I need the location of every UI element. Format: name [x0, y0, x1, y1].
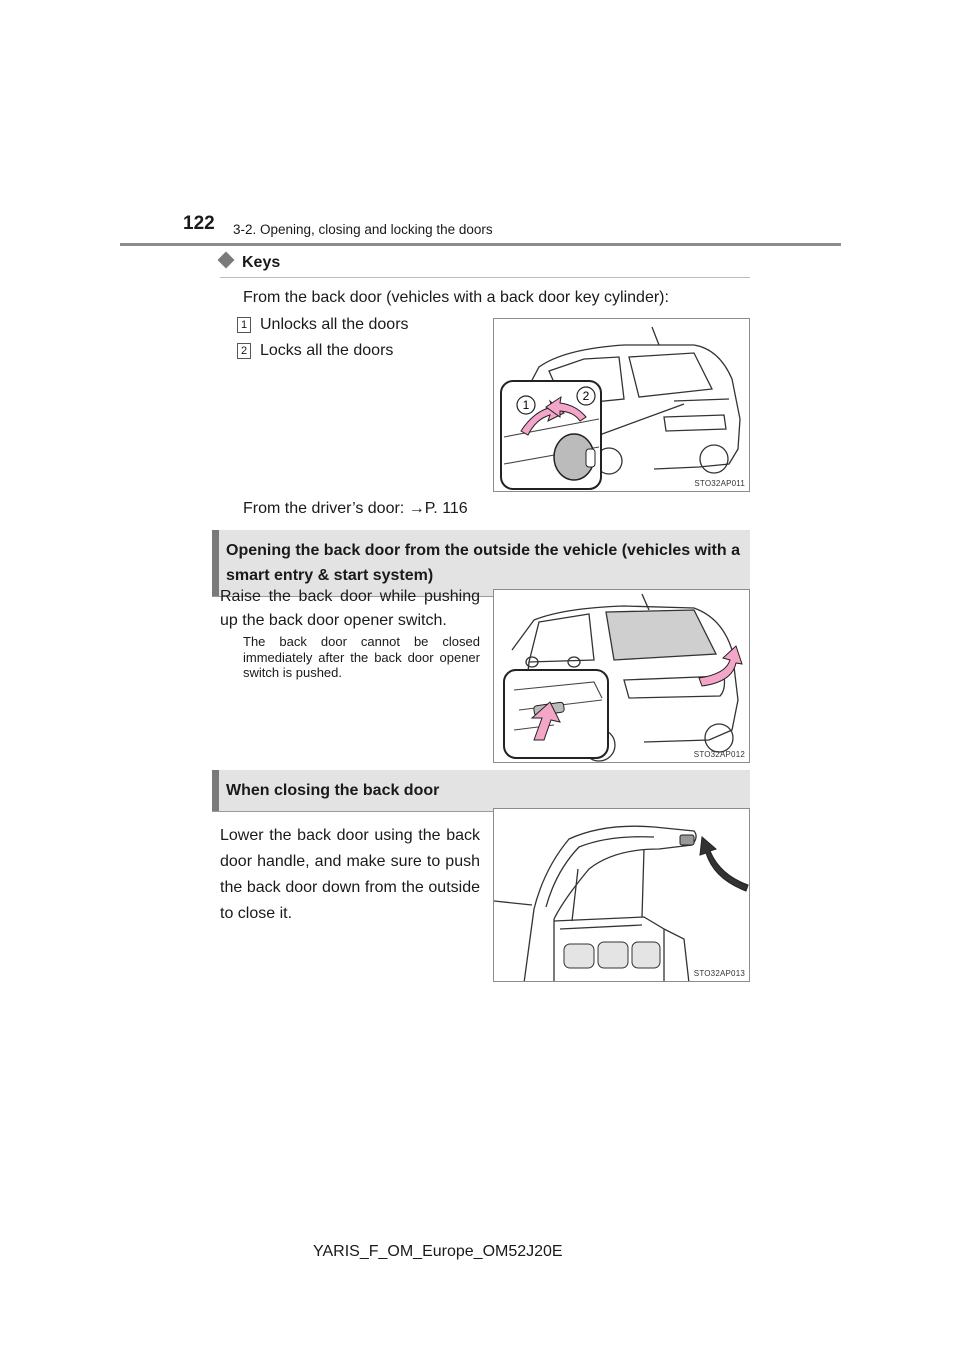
- keys-item-unlock: [237, 313, 409, 337]
- keys-item-label: Locks all the doors: [260, 342, 394, 359]
- smart-entry-body: Raise the back door while pushing up the back door opener switch.: [220, 588, 480, 629]
- heading-accent: [212, 530, 219, 596]
- heading-closing: [212, 770, 750, 812]
- figure-code: STO32AP013: [693, 969, 745, 978]
- keys-intro: From the back door (vehicles with a back door key cylinder):: [243, 289, 669, 306]
- heading-label: When closing the back door: [226, 782, 440, 799]
- car-rear-opener-illustration: [494, 590, 750, 763]
- number-2-icon: 2: [237, 343, 251, 359]
- figure-opener-switch: [493, 589, 750, 763]
- smart-entry-note: The back door cannot be closed immediately after the back door opener switch is pushed.: [243, 634, 480, 680]
- number-1-icon: 1: [237, 317, 251, 333]
- footer-code: YARIS_F_OM_Europe_OM52J20E: [313, 1243, 563, 1260]
- keys-subhead: [220, 254, 280, 272]
- keys-item-lock: [237, 339, 393, 363]
- heading-label: Opening the back door from the outside the vehicle (vehicles with a smart entry & start system): [226, 542, 740, 584]
- open-back-door-illustration: [494, 809, 750, 982]
- keys-title: Keys: [242, 254, 281, 271]
- figure-code: STO32AP011: [694, 479, 745, 488]
- figure-closing-door: [493, 808, 750, 982]
- diamond-icon: [218, 252, 235, 269]
- closing-body: Lower the back door using the back door handle, and make sure to push the back door down from the outside to close it.: [220, 827, 480, 922]
- driver-door-reference: From the driver’s door: →P. 116: [243, 500, 468, 517]
- subhead-rule: [220, 277, 750, 278]
- figure-key-cylinder: [493, 318, 750, 492]
- callout-1: 1: [522, 398, 530, 412]
- page-number: 122: [183, 213, 215, 234]
- keys-item-label: Unlocks all the doors: [260, 316, 409, 333]
- heading-accent: [212, 770, 219, 811]
- car-rear-key-illustration: [494, 319, 750, 492]
- callout-2: 2: [582, 389, 590, 403]
- figure-code: STO32AP012: [693, 750, 745, 759]
- header-rule: [120, 243, 841, 246]
- section-title: 3-2. Opening, closing and locking the doors: [233, 222, 493, 237]
